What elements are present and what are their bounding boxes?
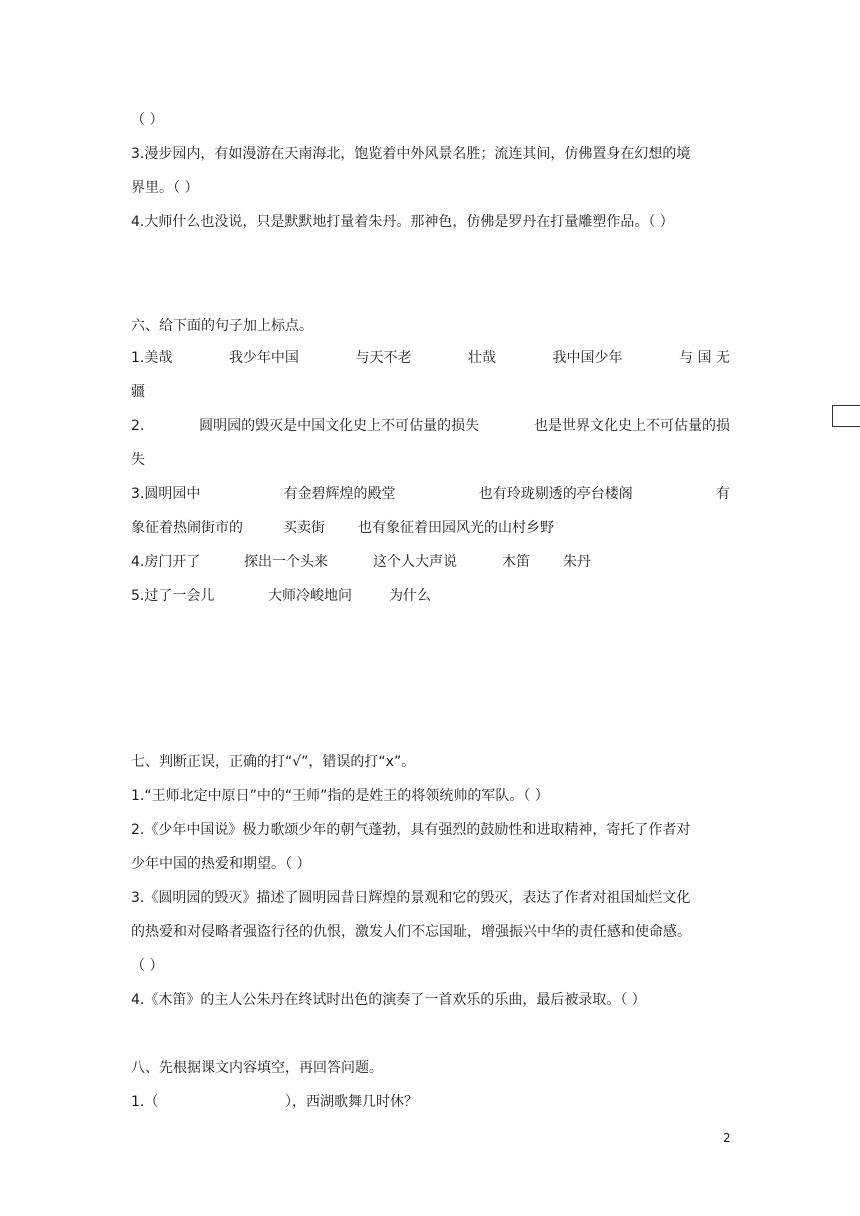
q6-1-part: 与 国 无 bbox=[679, 350, 730, 366]
page-number: 2 bbox=[723, 1131, 731, 1145]
q6-5-part: 大师冷峻地问 bbox=[268, 588, 352, 604]
q6-3-part: 也有象征着田园风光的山村乡野 bbox=[358, 520, 554, 536]
q6-4-part: 4.房门开了 bbox=[131, 554, 201, 570]
q6-2-line1 bbox=[131, 416, 730, 436]
q6-3-part: 象征着热闹街市的 bbox=[131, 520, 243, 536]
q6-2-part: 圆明园的毁灭是中国文化史上不可估量的损失 bbox=[199, 418, 480, 434]
q6-3-part: 3.圆明园中 bbox=[131, 486, 201, 502]
section8-heading: 八、先根据课文内容填空，再回答问题。 bbox=[131, 1060, 383, 1076]
q5-3-line1: 3.漫步园内，有如漫游在天南海北，饱览着中外风景名胜；流连其间，仿佛置身在幻想的境 bbox=[131, 146, 691, 162]
q6-4-part: 这个人大声说 bbox=[373, 554, 457, 570]
q6-3-part: 买卖街 bbox=[283, 520, 325, 536]
q7-3-line2: 的热爱和对侵略者强盗行径的仇恨，激发人们不忘国耻，增强振兴中华的责任感和使命感。 bbox=[131, 924, 691, 940]
q7-2-line1: 2.《少年中国说》极力歌颂少年的朝气蓬勃，具有强烈的鼓励性和进取精神，寄托了作者对 bbox=[131, 822, 691, 838]
margin-marker-box bbox=[832, 405, 860, 427]
q7-3-line1: 3.《圆明园的毁灭》描述了圆明园昔日辉煌的景观和它的毁灭，表达了作者对祖国灿烂文化 bbox=[131, 890, 691, 906]
q7-1: 1.“王师北定中原日”中的“王师”指的是姓王的将领统帅的军队。（ ） bbox=[131, 788, 549, 804]
q5-4: 4.大师什么也没说，只是默默地打量着朱丹。那神色，仿佛是罗丹在打量雕塑作品。（ ） bbox=[131, 214, 674, 230]
answer-paren: （ ） bbox=[131, 112, 164, 128]
q6-2-part: 2. bbox=[131, 418, 145, 434]
q8-1-rest: ），西湖歌舞几时休？ bbox=[285, 1094, 418, 1110]
q6-1-part: 壮哉 bbox=[468, 350, 496, 366]
q8-1-open: 1.（ bbox=[131, 1094, 159, 1110]
q6-2-part: 也是世界文化史上不可估量的损 bbox=[533, 418, 730, 434]
q6-3-line1 bbox=[131, 484, 730, 504]
section6-heading: 六、给下面的句子加上标点。 bbox=[131, 318, 313, 334]
q6-5-part: 为什么 bbox=[389, 588, 431, 604]
q7-3-line3: （ ） bbox=[131, 958, 164, 974]
q6-1-line1 bbox=[131, 348, 730, 368]
q6-5-part: 5.过了一会儿 bbox=[131, 588, 215, 604]
q6-4-part: 木笛 bbox=[502, 554, 530, 570]
q6-3-part: 也有玲珑剔透的亭台楼阁 bbox=[478, 486, 633, 502]
q6-1-part: 与天不老 bbox=[355, 350, 412, 366]
section7-heading: 七、判断正误，正确的打“√”，错误的打“x”。 bbox=[131, 754, 416, 770]
q6-2-line2: 失 bbox=[131, 452, 145, 468]
q6-1-line2: 疆 bbox=[131, 384, 145, 400]
q7-2-line2: 少年中国的热爱和期望。（ ） bbox=[131, 856, 311, 872]
q6-3-part: 有金碧辉煌的殿堂 bbox=[283, 486, 396, 502]
q6-3-part: 有 bbox=[715, 486, 730, 502]
q7-4: 4.《木笛》的主人公朱丹在终试时出色的演奏了一首欢乐的乐曲，最后被录取。（ ） bbox=[131, 992, 646, 1008]
q6-1-part: 1.美哉 bbox=[131, 350, 173, 366]
q6-4-part: 探出一个头来 bbox=[244, 554, 328, 570]
q6-1-part: 我中国少年 bbox=[552, 350, 623, 366]
q6-4-part: 朱丹 bbox=[563, 554, 591, 570]
q5-3-line2: 界里。（ ） bbox=[131, 180, 199, 196]
q6-1-part: 我少年中国 bbox=[228, 350, 299, 366]
